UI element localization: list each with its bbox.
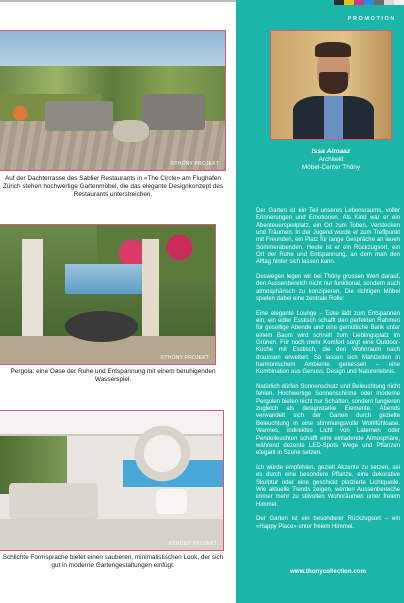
color-swatch [394, 0, 404, 5]
color-swatch [374, 0, 384, 5]
photo-credit: ©THÖNY PROJEKT [160, 355, 209, 361]
architect-company: Möbel-Center Thöny [301, 163, 361, 171]
photo-lounge [0, 410, 224, 551]
architect-title: Architekt [318, 156, 344, 163]
top-rule [0, 0, 236, 2]
promotion-sidebar [236, 0, 404, 603]
article-paragraph: Deswegen legen wir bei Thöny grossen Wert darauf, den Aussenbereich nicht nur funktional, sondern auch atmosphärisch zu konzipieren. Die richtigen Möbel spielen dabei eine zentrale Rolle: [256, 274, 400, 303]
architect-role [270, 156, 392, 171]
website-link[interactable]: www.thonycollection.com [289, 568, 367, 575]
photo-credit: ©THÖNY PROJEKT [168, 541, 217, 547]
photo-pergola [0, 224, 216, 365]
photo-lounge-image [0, 411, 223, 550]
color-swatch [334, 0, 344, 5]
photo-caption: Pergola: eine Oase der Ruhe und Entspannung mit einem beruhigenden Wasserspiel. [10, 368, 216, 383]
color-swatch [344, 0, 354, 5]
color-swatch [384, 0, 394, 5]
promotion-label: PROMOTION [347, 16, 396, 22]
photo-rooftop-image [0, 31, 225, 170]
architect-name: Issa Almaaz [311, 148, 351, 155]
color-swatch [364, 0, 374, 5]
article-paragraph: Ich würde empfehlen, gezielt Akzente zu setzen, sei es durch eine besondere Pflanze, eine dekorative Skulptur oder eine geschickt platzierte Lichtquelle. Wie aktuelle Trends zeigen, werden Aussenbereiche immer mehr zu stilvollen Wohnräumen unter freiem Himmel. [256, 464, 400, 508]
photo-pergola-image [0, 225, 215, 364]
architect-portrait [270, 30, 392, 140]
article-paragraph: Der Garten ist ein Teil unseres Lebensraums, voller Erinnerungen und Emotionen. Als Kind war er ein Abenteuerspielplatz, ein Ort zum Toben, Verstecken und Träumen. In der Jugend wurde er zum Treffpunkt mit Freunden, ein Platz für lange Gespräche an lauen Sommerabenden. Heute ist er ein Rückzugsort, ein Ort der Ruhe und Entspannung, an dem man den Alltag hinter sich lassen kann. [256, 208, 400, 266]
photo-credit: ©THÖNY PROJEKT [170, 161, 219, 167]
print-color-bar [334, 0, 404, 5]
article-body [256, 208, 400, 538]
color-swatch [354, 0, 364, 5]
photo-caption: Auf der Dachterrasse des Sablier Restaurants in «The Circle» am Flughafen Zürich stehen hochwertige Gartenmöbel, die das elegante Designkonzept des Restaurants unterstreichen. [2, 175, 224, 198]
photo-caption: Schlichte Formsprache bietet einen sauberen, minimalistischen Look, der sich gut in moderne Gartengestaltungen einfügt. [2, 554, 224, 569]
article-paragraph: Eine elegante Lounge – Ecke lädt zum Entspannen ein, ein edler Esstisch schafft den perfekten Rahmen für gesellige Abende und eine gemütliche Bank unter einem Baum wird schnell zum Lieblingsplatz im Grünen. Für noch mehr Komfort sorgt eine Outdoor-Küche mit Esstisch, die den Wohnraum nach draussen erweitert. So lassen sich Mahlzeiten in harmonischem Ambiente geniessen – eine Kombination aus Genuss, Design und Naturerlebnis. [256, 310, 400, 376]
photo-rooftop-terrace [0, 30, 226, 171]
article-paragraph: Natürlich dürfen Sonnenschutz und Beleuchtung nicht fehlen. Hochwertige Sonnenschirme oder moderne Pergolen bieten nicht nur Schatten, sondern fungieren zugleich als designstarke Elemente. Abends verwandelt sich der Garten durch gezielte Beleuchtung in eine stimmungsvolle Wohlfühloase. Warmes, indirektes Licht von Laternen oder Pendelleuchten schafft eine einladende Atmosphäre, während dezente LED-Spots Wege und Pflanzen elegant in Szene setzen. [256, 384, 400, 457]
article-paragraph: Der Garten ist ein besonderer Rückzugsort – ein «Happy Place» unter freiem Himmel. [256, 516, 400, 530]
